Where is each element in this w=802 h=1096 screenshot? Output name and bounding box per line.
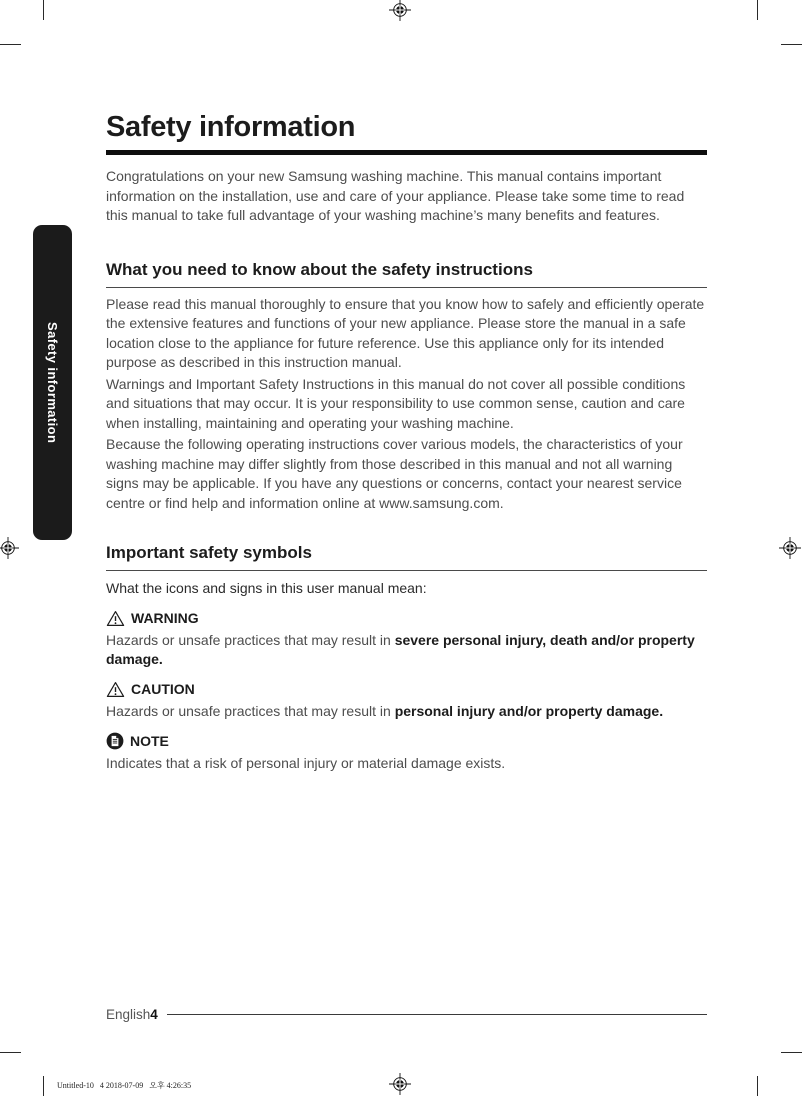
registration-mark-icon — [389, 0, 411, 21]
section-paragraph: Because the following operating instructions cover various models, the characteristics of your washing machine may differ slightly from those described in this manual and not all warning signs may be applicable. If you have any questions or concerns, contact your nearest service centre or find help and information online at www.samsung.com. — [106, 436, 683, 511]
intro-paragraph: Congratulations on your new Samsung washing machine. This manual contains important information on the installation, use and care of your appliance. Please take some time to read this manual to take full advantage of your washing machine’s many benefits and features. — [106, 168, 685, 223]
trim-mark — [781, 1052, 802, 1053]
caution-label-row — [106, 681, 707, 698]
trim-mark — [781, 44, 802, 45]
section-heading: Important safety symbols — [106, 543, 707, 571]
chapter-tab-safety-information — [33, 225, 72, 540]
footer-rule — [167, 1014, 707, 1016]
symbols-lead-text: What the icons and signs in this user manual mean: — [106, 580, 427, 596]
caution-text: Hazards or unsafe practices that may result in personal injury and/or property damage. — [106, 702, 664, 719]
trim-mark — [0, 1052, 21, 1053]
warning-triangle-icon — [106, 610, 125, 627]
section-paragraph: Please read this manual thoroughly to ensure that you know how to safely and efficiently operate the extensive features and functions of your new appliance. Please store the manual in a safe location close to the appliance for future reference. Use this appliance only for its intended purpose as described in this instruction manual. — [106, 295, 705, 370]
title-rule — [106, 150, 707, 155]
trim-mark — [757, 1076, 758, 1096]
trim-mark — [0, 44, 21, 45]
trim-mark — [43, 1076, 44, 1096]
registration-mark-icon — [0, 537, 19, 559]
caution-label: CAUTION — [131, 681, 195, 697]
page-footer — [106, 1007, 707, 1022]
page-content — [106, 110, 707, 774]
warning-text: Hazards or unsafe practices that may result in severe personal injury, death and/or property damage. — [106, 631, 695, 667]
print-production-meta: Untitled-10 4 2018-07-09 오후 4:26:35 — [57, 1081, 192, 1090]
section-safety-symbols — [106, 543, 707, 774]
note-document-icon — [106, 732, 124, 750]
chapter-tab-label: Safety information — [45, 321, 60, 444]
warning-label: WARNING — [131, 610, 199, 626]
section-heading: What you need to know about the safety instructions — [106, 260, 707, 288]
page-title: Safety information — [106, 111, 356, 143]
footer-language: English — [106, 1007, 151, 1022]
registration-mark-icon — [389, 1073, 411, 1095]
note-label-row — [106, 732, 707, 750]
footer-page-number: 4 — [150, 1007, 158, 1022]
section-paragraph: Warnings and Important Safety Instructions in this manual do not cover all possible conditions and situations that may occur. It is your responsibility to use common sense, caution and care when installing, maintaining and operating your washing machine. — [106, 375, 686, 431]
section-safety-instructions — [106, 260, 707, 514]
note-text: Indicates that a risk of personal injury or material damage exists. — [106, 755, 506, 771]
caution-triangle-icon — [106, 681, 125, 698]
trim-mark — [43, 0, 44, 20]
registration-mark-icon — [779, 537, 801, 559]
warning-label-row — [106, 610, 707, 627]
note-label: NOTE — [130, 733, 169, 749]
trim-mark — [757, 0, 758, 20]
